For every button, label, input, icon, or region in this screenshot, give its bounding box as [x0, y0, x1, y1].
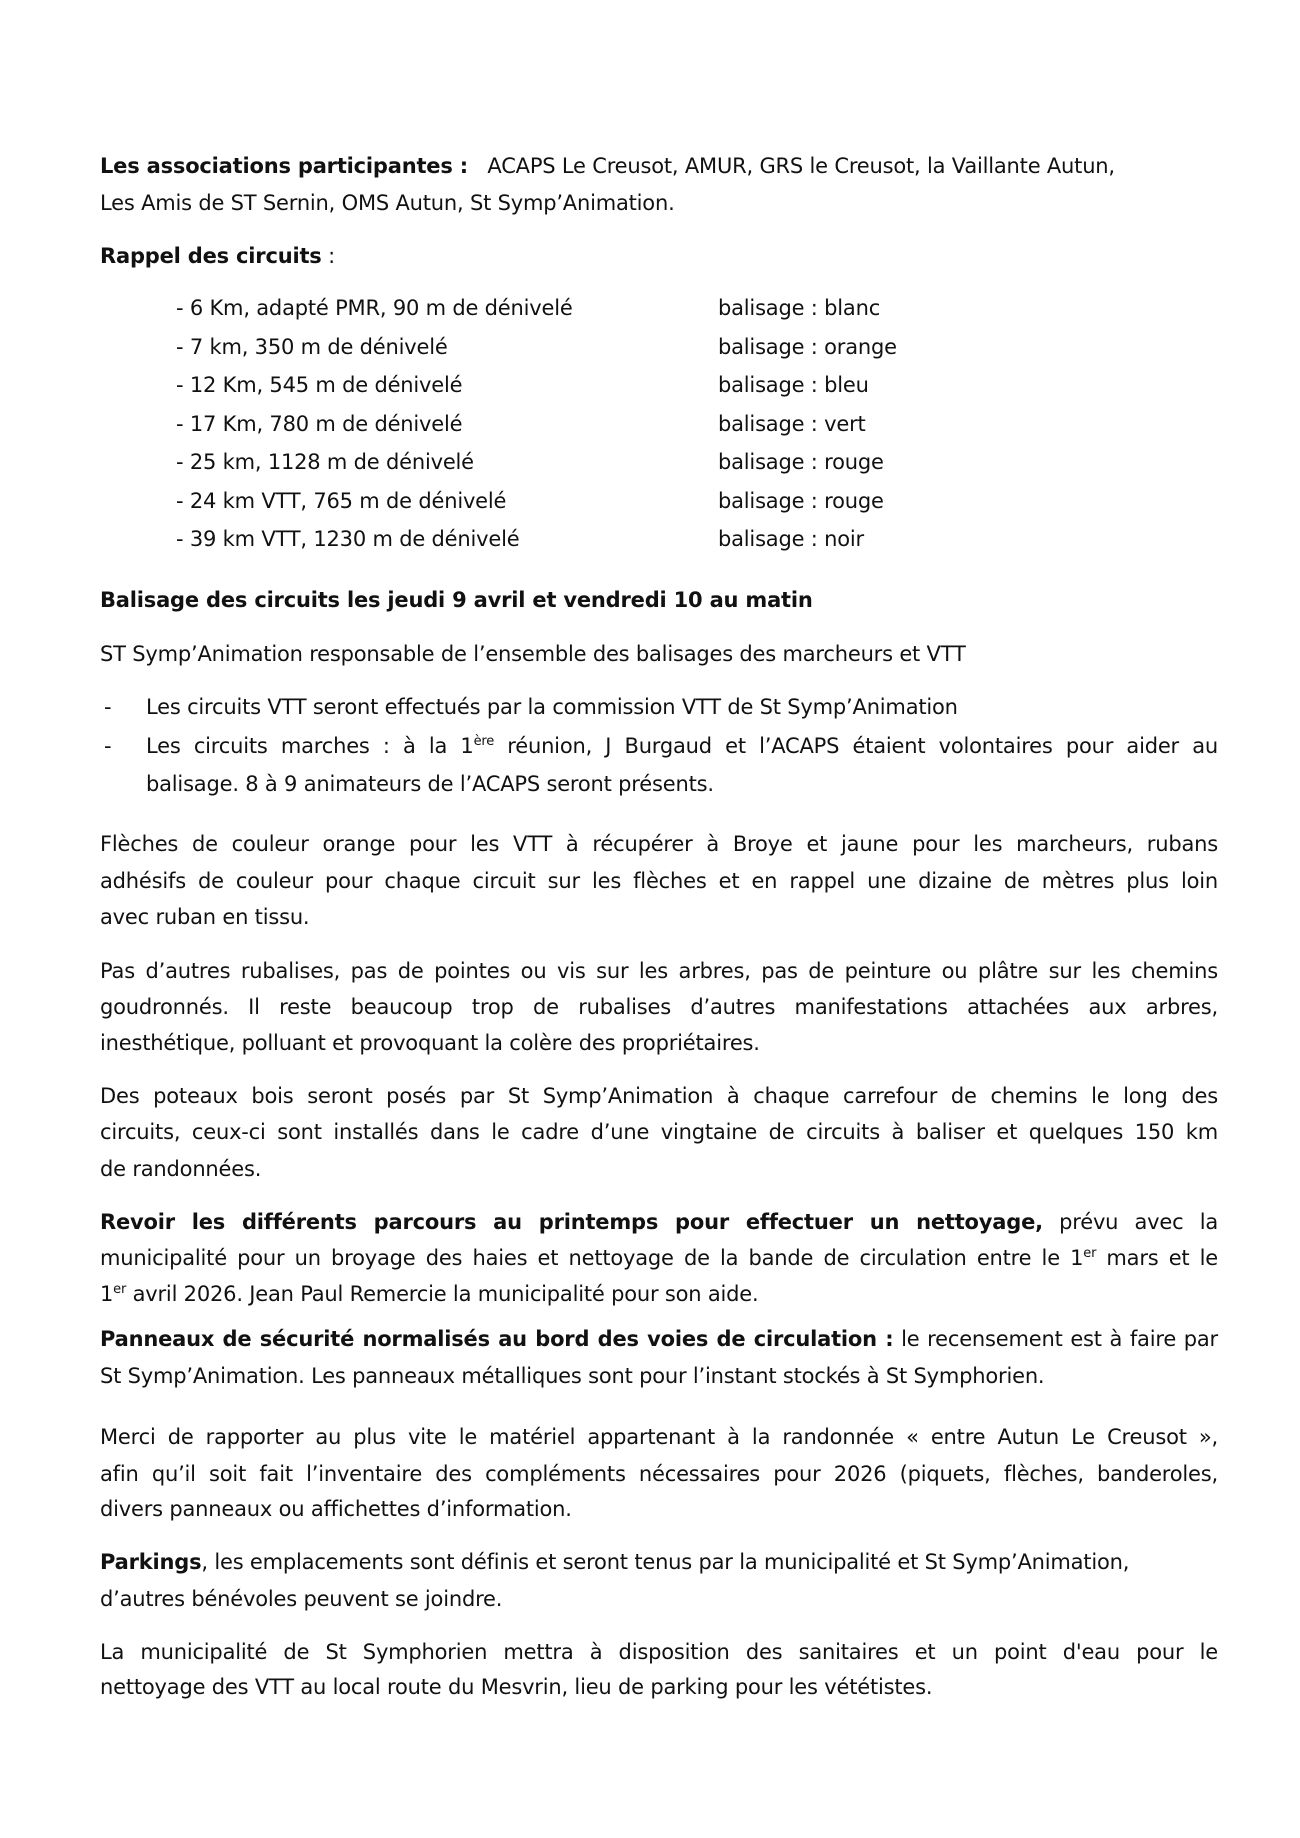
parkings-bold: Parkings [100, 1550, 202, 1574]
balisage-heading: Balisage des circuits les jeudi 9 avril et vendredi 10 au matin [100, 588, 813, 612]
nettoyage-rest: prévu avec la [1042, 1210, 1218, 1234]
nettoyage-text: 1 [100, 1282, 114, 1306]
bullet-item-marches [146, 732, 1218, 760]
materiel-line-3: divers panneaux ou affichettes d’information. [100, 1497, 572, 1521]
associations-label: Les associations participantes : [100, 154, 468, 178]
panneaux-line-2: St Symp’Animation. Les panneaux métalliques sont pour l’instant stockés à St Symphorien. [100, 1364, 1045, 1388]
circuit-balisage: balisage : bleu [718, 373, 869, 397]
bullet2-text-a: Les circuits marches : à la 1 [146, 734, 474, 758]
circuit-balisage: balisage : vert [718, 412, 866, 436]
nettoyage-line-1 [100, 1208, 1218, 1236]
fleches-line-1: Flèches de couleur orange pour les VTT à récupérer à Broye et jaune pour les marcheurs, rubans [100, 832, 1218, 856]
nettoyage-line-2 [100, 1244, 1218, 1272]
rubalises-line-2: goudronnés. Il reste beaucoup trop de rubalises d’autres manifestations attachées aux arbres, [100, 995, 1218, 1019]
nettoyage-text: municipalité pour un broyage des haies et nettoyage de la bande de circulation entre le 1 [100, 1246, 1084, 1270]
rubalises-line-1: Pas d’autres rubalises, pas de pointes ou vis sur les arbres, pas de peinture ou plâtre sur les chemins [100, 959, 1218, 983]
associations-list: ACAPS Le Creusot, AMUR, GRS le Creusot, la Vaillante Autun, [487, 154, 1115, 178]
nettoyage-text: avril 2026. Jean Paul Remercie la municipalité pour son aide. [126, 1282, 759, 1306]
parkings-line-2: d’autres bénévoles peuvent se joindre. [100, 1587, 503, 1611]
circuits-heading-colon: : [321, 244, 335, 268]
sanitaires-line-1: La municipalité de St Symphorien mettra à disposition des sanitaires et un point d'eau pour le [100, 1640, 1218, 1664]
circuit-description: - 24 km VTT, 765 m de dénivelé [176, 489, 507, 513]
panneaux-line-1 [100, 1325, 1218, 1353]
circuit-description: - 7 km, 350 m de dénivelé [176, 335, 448, 359]
circuit-description: - 25 km, 1128 m de dénivelé [176, 450, 474, 474]
superscript: er [1083, 1246, 1097, 1261]
balisage-intro: ST Symp’Animation responsable de l’ensemble des balisages des marcheurs et VTT [100, 642, 966, 666]
circuit-description: - 39 km VTT, 1230 m de dénivelé [176, 527, 520, 551]
materiel-line-1: Merci de rapporter au plus vite le matériel appartenant à la randonnée « entre Autun Le Creusot », [100, 1425, 1218, 1449]
associations-line-2: Les Amis de ST Sernin, OMS Autun, St Symp’Animation. [100, 191, 675, 215]
sanitaires-line-2: nettoyage des VTT au local route du Mesvrin, lieu de parking pour les vététistes. [100, 1675, 933, 1699]
parkings-rest: , les emplacements sont définis et seront tenus par la municipalité et St Symp’Animation, [201, 1550, 1130, 1574]
circuits-heading-text: Rappel des circuits [100, 244, 322, 268]
panneaux-bold: Panneaux de sécurité normalisés au bord des voies de circulation : [100, 1327, 894, 1351]
materiel-line-2: afin qu’il soit fait l’inventaire des compléments nécessaires pour 2026 (piquets, flèches, banderoles, [100, 1462, 1218, 1486]
associations-line-1 [100, 152, 1218, 180]
bullet-dash: - [104, 695, 112, 719]
nettoyage-text: mars et le [1096, 1246, 1218, 1270]
superscript: ère [473, 734, 495, 749]
circuit-description: - 17 Km, 780 m de dénivelé [176, 412, 463, 436]
circuit-balisage: balisage : rouge [718, 450, 884, 474]
circuit-description: - 12 Km, 545 m de dénivelé [176, 373, 463, 397]
bullet-item-marches-cont: balisage. 8 à 9 animateurs de l’ACAPS seront présents. [146, 772, 714, 796]
rubalises-line-3: inesthétique, polluant et provoquant la colère des propriétaires. [100, 1031, 760, 1055]
poteaux-line-2: circuits, ceux-ci sont installés dans le cadre d’une vingtaine de circuits à baliser et quelques 150 km [100, 1120, 1218, 1144]
nettoyage-bold: Revoir les différents parcours au printemps pour effectuer un nettoyage, [100, 1210, 1043, 1234]
fleches-line-3: avec ruban en tissu. [100, 905, 310, 929]
panneaux-rest: le recensement est à faire par [893, 1327, 1218, 1351]
fleches-line-2: adhésifs de couleur pour chaque circuit sur les flèches et en rappel une dizaine de mètres plus loin [100, 869, 1218, 893]
poteaux-line-1: Des poteaux bois seront posés par St Symp’Animation à chaque carrefour de chemins le long des [100, 1084, 1218, 1108]
circuit-balisage: balisage : blanc [718, 296, 881, 320]
circuit-balisage: balisage : orange [718, 335, 897, 359]
poteaux-line-3: de randonnées. [100, 1157, 262, 1181]
nettoyage-line-3 [100, 1280, 1218, 1308]
circuits-heading [100, 242, 1218, 270]
bullet2-text-b: réunion, J Burgaud et l’ACAPS étaient volontaires pour aider au [494, 734, 1218, 758]
circuit-balisage: balisage : noir [718, 527, 864, 551]
bullet-dash: - [104, 734, 112, 758]
parkings-line-1 [100, 1548, 1218, 1576]
circuit-description: - 6 Km, adapté PMR, 90 m de dénivelé [176, 296, 573, 320]
bullet-item-vtt: Les circuits VTT seront effectués par la commission VTT de St Symp’Animation [146, 695, 958, 719]
circuit-balisage: balisage : rouge [718, 489, 884, 513]
superscript: er [113, 1282, 127, 1297]
